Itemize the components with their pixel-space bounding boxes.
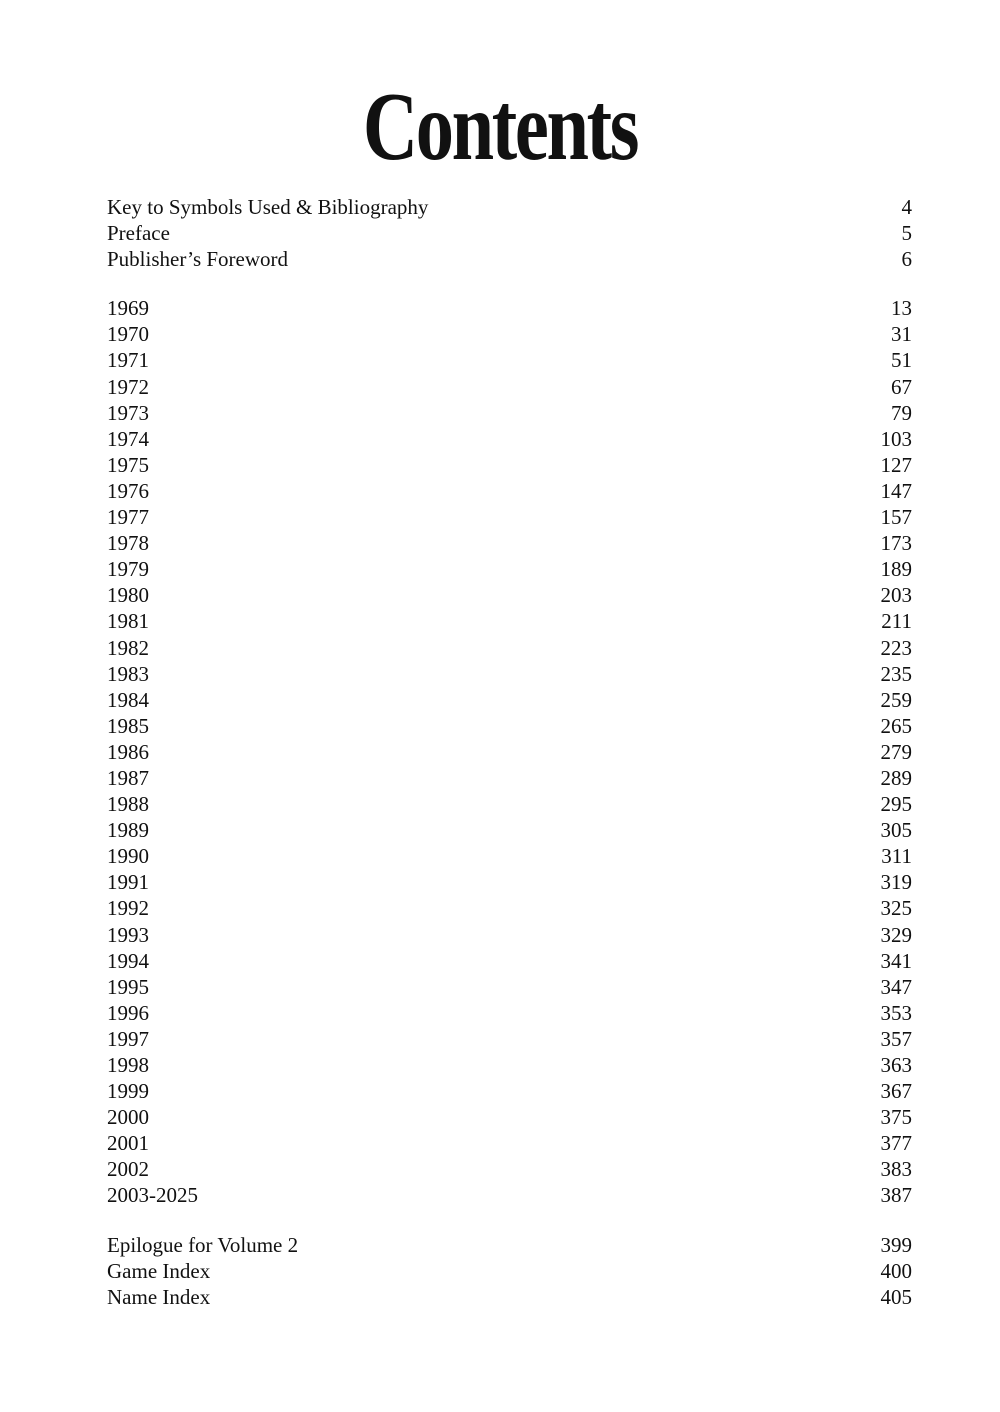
table-of-contents	[107, 194, 912, 1310]
toc-entry[interactable]	[107, 1026, 912, 1052]
toc-entry-page-number: 387	[880, 1183, 912, 1208]
toc-entry-label: 1997	[107, 1026, 149, 1051]
toc-entry[interactable]	[107, 194, 912, 220]
page-title: Contents	[362, 73, 638, 181]
toc-entry-label: 1981	[107, 609, 149, 634]
toc-entry-label: 1977	[107, 505, 149, 530]
toc-entry-page-number: 367	[880, 1079, 912, 1104]
toc-entry-page-number: 289	[880, 765, 912, 790]
toc-entry-label: 1999	[107, 1079, 149, 1104]
toc-entry[interactable]	[107, 582, 912, 608]
toc-entry[interactable]	[107, 295, 912, 321]
toc-entry-label: 1987	[107, 765, 149, 790]
toc-entry-page-number: 325	[880, 896, 912, 921]
toc-entry-label: Publisher’s Foreword	[107, 247, 289, 272]
toc-entry-page-number: 6	[901, 247, 912, 272]
toc-entry-label: 1974	[107, 426, 149, 451]
toc-entry[interactable]	[107, 556, 912, 582]
toc-entry-page-number: 353	[880, 1000, 912, 1025]
toc-entry[interactable]	[107, 400, 912, 426]
toc-entry-label: 1989	[107, 818, 149, 843]
toc-entry-page-number: 157	[880, 505, 912, 530]
toc-entry-page-number: 223	[880, 635, 912, 660]
toc-entry[interactable]	[107, 374, 912, 400]
toc-entry-label: 1993	[107, 922, 149, 947]
toc-entry-label: Preface	[107, 221, 170, 246]
toc-entry[interactable]	[107, 478, 912, 504]
toc-entry-label: Key to Symbols Used & Bibliography	[107, 195, 429, 219]
toc-entry[interactable]	[107, 1000, 912, 1026]
toc-entry[interactable]	[107, 347, 912, 373]
toc-entry-page-number: 211	[881, 609, 912, 634]
toc-entry-page-number: 363	[880, 1053, 912, 1077]
toc-entry-label: 1994	[107, 948, 149, 973]
toc-entry[interactable]	[107, 1156, 912, 1182]
toc-entry-page-number: 383	[880, 1157, 912, 1182]
toc-entry-page-number: 347	[880, 974, 912, 999]
toc-entry-page-number: 5	[901, 221, 912, 246]
toc-entry-label: 1985	[107, 713, 149, 738]
toc-entry-label: 1972	[107, 374, 149, 399]
toc-entry-page-number: 357	[880, 1026, 912, 1051]
toc-entry-label: 1980	[107, 583, 149, 608]
toc-entry[interactable]	[107, 1130, 912, 1156]
toc-entry-label: 1991	[107, 870, 149, 895]
toc-entry-page-number: 375	[880, 1105, 912, 1130]
toc-entry[interactable]	[107, 922, 912, 948]
toc-entry[interactable]	[107, 1104, 912, 1130]
toc-entry-page-number: 79	[891, 400, 912, 425]
toc-entry-page-number: 51	[891, 348, 912, 373]
toc-entry-page-number: 189	[880, 557, 912, 582]
toc-entry-label: 2003-2025	[107, 1183, 198, 1208]
toc-entry-label: 1970	[107, 322, 149, 347]
toc-entry-label: 1983	[107, 661, 149, 686]
toc-entry-label: 2000	[107, 1105, 149, 1130]
toc-entry[interactable]	[107, 713, 912, 739]
toc-entry[interactable]	[107, 817, 912, 843]
toc-entry[interactable]	[107, 1182, 912, 1208]
toc-entry[interactable]	[107, 843, 912, 869]
toc-entry-label: 1976	[107, 478, 149, 503]
toc-entry-label: 1978	[107, 531, 149, 556]
toc-entry[interactable]	[107, 608, 912, 634]
toc-entry[interactable]	[107, 895, 912, 921]
toc-entry[interactable]	[107, 321, 912, 347]
toc-entry-page-number: 265	[880, 713, 912, 738]
years-section	[107, 295, 912, 1208]
toc-entry[interactable]	[107, 687, 912, 713]
toc-entry[interactable]	[107, 791, 912, 817]
toc-entry-label: 1979	[107, 557, 149, 582]
toc-entry-label: 2001	[107, 1131, 149, 1156]
toc-entry-label: 1990	[107, 844, 149, 869]
toc-entry[interactable]	[107, 1258, 912, 1284]
toc-entry[interactable]	[107, 948, 912, 974]
toc-entry-page-number: 103	[880, 426, 912, 451]
toc-entry-page-number: 377	[880, 1131, 912, 1156]
toc-entry-page-number: 235	[880, 661, 912, 686]
toc-entry-page-number: 279	[880, 739, 912, 764]
toc-entry-page-number: 4	[901, 195, 912, 219]
toc-entry[interactable]	[107, 1284, 912, 1310]
toc-entry-page-number: 341	[880, 948, 912, 973]
toc-entry-page-number: 127	[880, 452, 912, 477]
toc-entry[interactable]	[107, 530, 912, 556]
toc-entry-label: 1996	[107, 1000, 149, 1025]
toc-entry-page-number: 31	[891, 322, 912, 347]
toc-entry-label: 1971	[107, 348, 149, 373]
toc-entry[interactable]	[107, 765, 912, 791]
toc-entry-label: 2002	[107, 1157, 149, 1182]
toc-entry-page-number: 203	[880, 583, 912, 608]
toc-entry-page-number: 67	[891, 374, 912, 399]
toc-entry-label: Epilogue for Volume 2	[107, 1232, 299, 1257]
toc-entry[interactable]	[107, 220, 912, 246]
toc-entry-page-number: 147	[880, 478, 912, 503]
toc-entry-label: 1969	[107, 296, 149, 321]
toc-entry[interactable]	[107, 635, 912, 661]
toc-entry[interactable]	[107, 974, 912, 1000]
toc-entry-page-number: 319	[880, 870, 912, 895]
toc-entry-page-number: 399	[880, 1232, 912, 1257]
toc-entry-label: 1995	[107, 974, 149, 999]
toc-entry-label: Game Index	[107, 1258, 211, 1283]
toc-entry[interactable]	[107, 1052, 912, 1078]
toc-entry-label: 1986	[107, 739, 149, 764]
toc-entry-label: 1988	[107, 792, 149, 817]
toc-entry[interactable]	[107, 1232, 912, 1258]
toc-entry-page-number: 311	[881, 844, 912, 869]
toc-entry[interactable]	[107, 739, 912, 765]
toc-entry-page-number: 259	[880, 687, 912, 712]
toc-entry-label: 1984	[107, 687, 149, 712]
toc-entry-page-number: 400	[880, 1258, 912, 1283]
toc-entry[interactable]	[107, 504, 912, 530]
toc-entry-label: 1975	[107, 452, 149, 477]
toc-entry-label: 1992	[107, 896, 149, 921]
front-matter-section	[107, 194, 912, 272]
toc-entry-page-number: 329	[880, 922, 912, 947]
toc-entry-page-number: 305	[880, 818, 912, 843]
toc-entry-page-number: 405	[880, 1284, 912, 1309]
toc-entry-page-number: 173	[880, 531, 912, 556]
toc-entry-label: 1982	[107, 635, 149, 660]
toc-entry[interactable]	[107, 869, 912, 895]
toc-entry-label: 1998	[107, 1053, 149, 1077]
toc-entry-label: Name Index	[107, 1284, 211, 1309]
toc-entry[interactable]	[107, 452, 912, 478]
toc-entry-label: 1973	[107, 400, 149, 425]
toc-entry[interactable]	[107, 1078, 912, 1104]
toc-entry[interactable]	[107, 426, 912, 452]
toc-entry-page-number: 13	[891, 296, 912, 321]
toc-entry[interactable]	[107, 246, 912, 272]
back-matter-section	[107, 1232, 912, 1310]
toc-entry[interactable]	[107, 661, 912, 687]
toc-entry-page-number: 295	[880, 792, 912, 817]
